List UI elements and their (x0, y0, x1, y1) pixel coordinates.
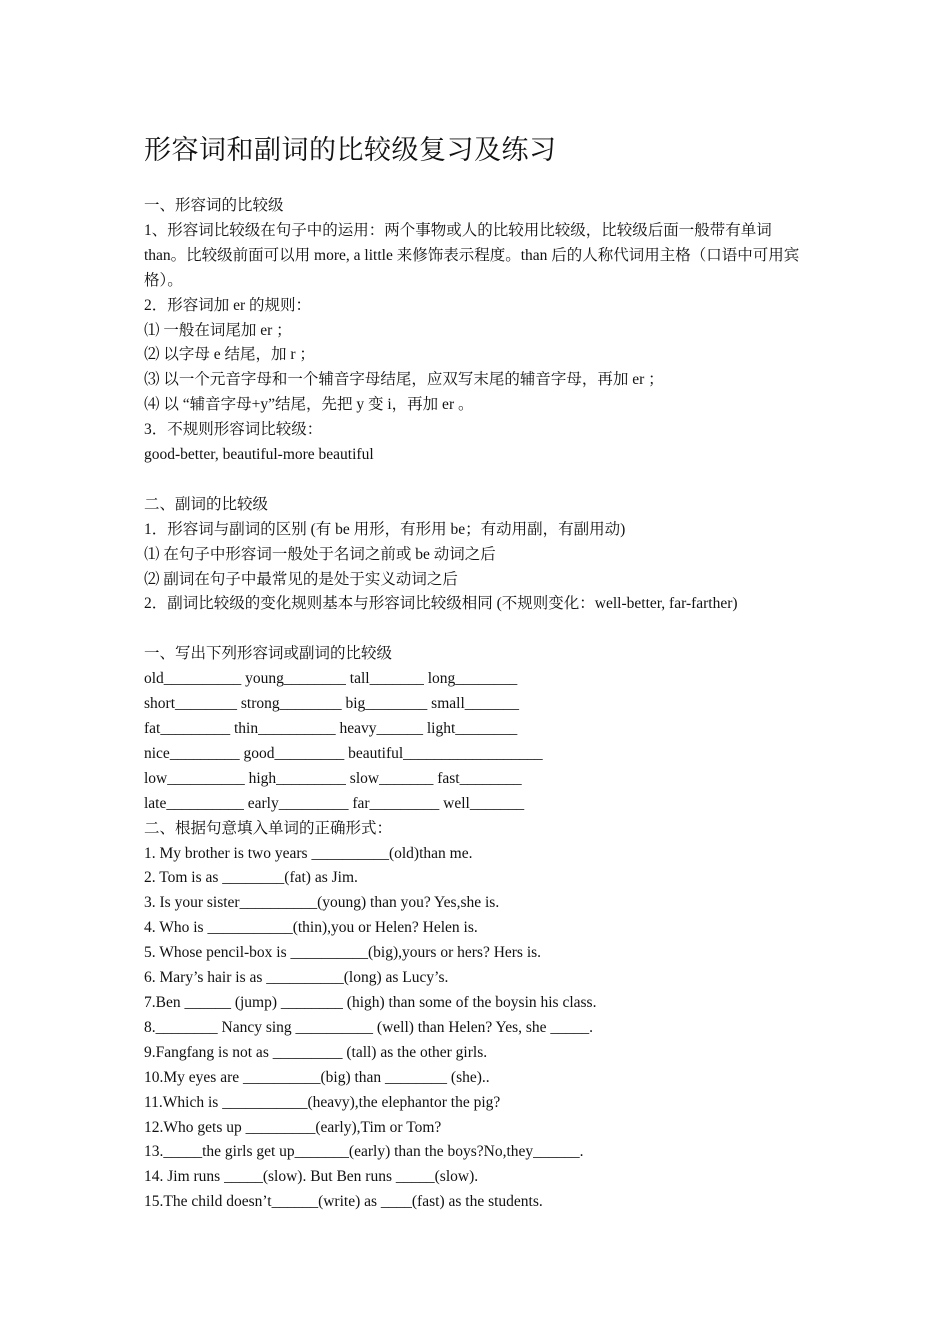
adverb-note: ⑵ 副词在句子中最常见的是处于实义动词之后 (144, 570, 458, 588)
rules-heading: 2．形容词加 er 的规则： (144, 296, 312, 314)
exercise2-item: 12.Who gets up _________(early),Tim or Tom? (144, 1118, 442, 1136)
spacer (144, 468, 816, 493)
exercise2-item: 15.The child doesn’t______(write) as ____(fast) as the students. (144, 1193, 543, 1211)
rule-item: ⑵ 以字母 e 结尾，加 r ； (144, 346, 315, 364)
spacer (144, 617, 816, 642)
paragraph-usage: 1、形容词比较级在句子中的运用：两个事物或人的比较用比较级，比较级后面一般带有单词 than。比较级前面可以用 more, a little 来修饰表示程度。than 后的人称代词用主格（口语中可用宾格）。 (144, 221, 800, 289)
rule-item: ⑴ 一般在词尾加 er ； (144, 321, 292, 339)
exercise1-row: low__________ high_________ slow_______ fast________ (144, 769, 522, 787)
exercise2-item: 14. Jim runs _____(slow). But Ben runs _____(slow). (144, 1168, 479, 1186)
exercise2-item: 5. Whose pencil-box is __________(big),yours or hers? Hers is. (144, 944, 542, 962)
rule-item: ⑶ 以一个元音字母和一个辅音字母结尾，应双写末尾的辅音字母，再加 er ； (144, 371, 664, 389)
exercise2-item: 1. My brother is two years __________(old)than me. (144, 844, 473, 862)
exercise1-row: late__________ early_________ far_________ well_______ (144, 794, 525, 812)
exercise2-item: 6. Mary’s hair is as __________(long) as Lucy’s. (144, 969, 449, 987)
page-title: 形容词和副词的比较级复习及练习 (144, 135, 557, 165)
exercise2-item: 4. Who is ___________(thin),you or Helen? Helen is. (144, 919, 478, 937)
exercise1-row: nice_________ good_________ beautiful__________________ (144, 744, 543, 762)
section-heading-adjective-comparative: 一、形容词的比较级 (144, 197, 284, 214)
adverb-note: 2．副词比较级的变化规则基本与形容词比较级相同 (不规则变化：well-better, far-farther) (144, 595, 738, 613)
exercise2-item: 7.Ben ______ (jump) ________ (high) than some of the boysin his class. (144, 993, 597, 1011)
rule-item: ⑷ 以 “辅音字母+y”结尾，先把 y 变 i，再加 er 。 (144, 396, 474, 414)
irregular-examples: good-better, beautiful-more beautiful (144, 446, 374, 464)
exercise2-item: 2. Tom is as ________(fat) as Jim. (144, 869, 358, 887)
exercise1-row: old__________ young________ tall_______ long________ (144, 670, 518, 688)
exercise1-heading: 一、写出下列形容词或副词的比较级 (144, 645, 393, 663)
exercise2-heading: 二、根据句意填入单词的正确形式： (144, 819, 393, 837)
exercise2-item: 9.Fangfang is not as _________ (tall) as the other girls. (144, 1043, 488, 1061)
exercise1-row: short________ strong________ big________ small_______ (144, 695, 520, 713)
exercise2-item: 11.Which is ___________(heavy),the elephantor the pig? (144, 1093, 501, 1111)
section-heading-adverb-comparative: 二、副词的比较级 (144, 495, 269, 513)
exercise2-item: 13._____the girls get up_______(early) than the boys?No,they______. (144, 1143, 584, 1161)
exercise2-item: 8.________ Nancy sing __________ (well) than Helen? Yes, she _____. (144, 1018, 594, 1036)
adverb-note: 1．形容词与副词的区别 (有 be 用形，有形用 be；有动用副，有副用动) (144, 520, 626, 538)
irregular-heading: 3．不规则形容词比较级： (144, 421, 323, 439)
exercise2-item: 3. Is your sister__________(young) than you? Yes,she is. (144, 894, 500, 912)
exercise1-row: fat_________ thin__________ heavy______ light________ (144, 720, 518, 737)
exercise2-item: 10.My eyes are __________(big) than ________ (she).. (144, 1068, 490, 1086)
document-page (144, 128, 816, 1215)
adverb-note: ⑴ 在句子中形容词一般处于名词之前或 be 动词之后 (144, 545, 496, 563)
